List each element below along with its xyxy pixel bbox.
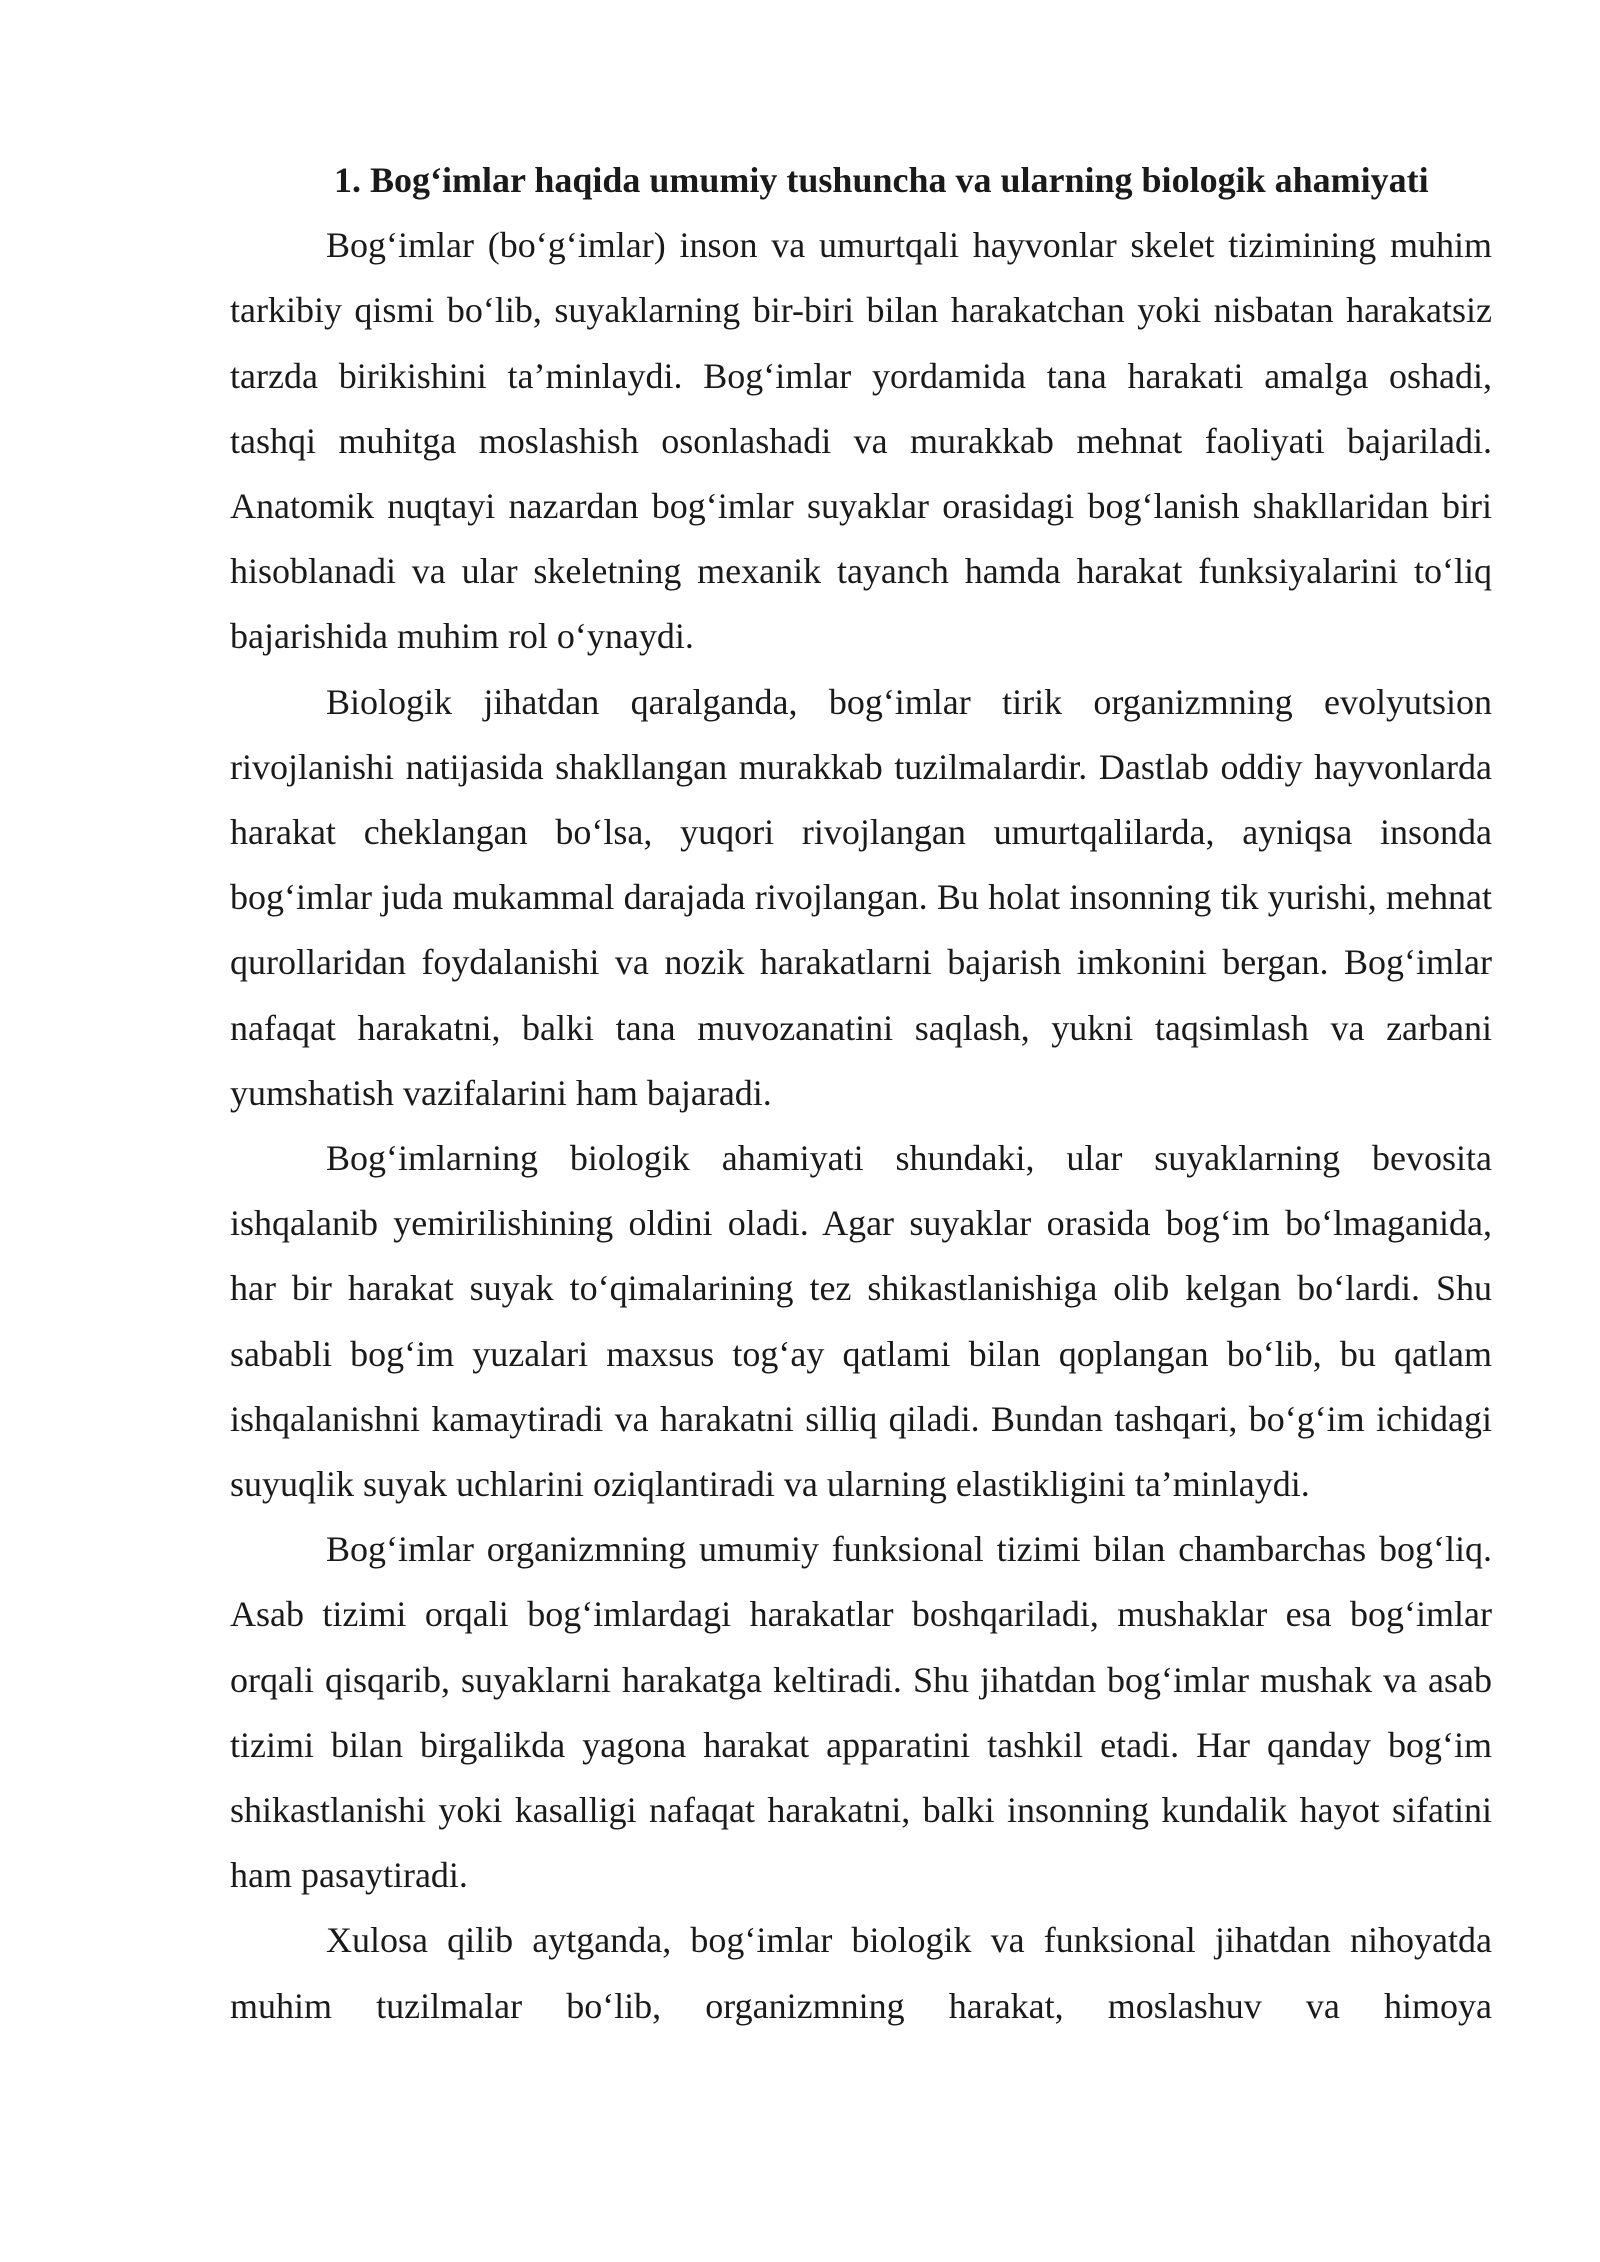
- document-body: [230, 148, 1492, 2039]
- paragraph-3: Bog‘imlarning biologik ahamiyati shundaki, ular suyaklarning bevosita ishqalanib yemirilishining oldini oladi. Agar suyaklar orasida bog‘im bo‘lmaganida, har bir harakat suyak to‘qimalarining tez shikastlanishiga olib kelgan bo‘lardi. Shu sababli bog‘im yuzalari maxsus tog‘ay qatlami bilan qoplangan bo‘lib, bu qatlam ishqalanishni kamaytiradi va harakatni silliq qiladi. Bundan tashqari, bo‘g‘im ichidagi suyuqlik suyak uchlarini oziqlantiradi va ularning elastikligini ta’minlaydi.: [230, 1138, 1492, 1505]
- paragraph-5: Xulosa qilib aytganda, bog‘imlar biologik va funksional jihatdan nihoyatda muhim tuzilmalar bo‘lib, organizmning harakat, moslashuv va himoya: [230, 1920, 1492, 2026]
- paragraph-4: Bog‘imlar organizmning umumiy funksional tizimi bilan chambarchas bog‘liq. Asab tizimi orqali bog‘imlardagi harakatlar boshqariladi, mushaklar esa bog‘imlar orqali qisqarib, suyaklarni harakatga keltiradi. Shu jihatdan bog‘imlar mushak va asab tizimi bilan birgalikda yagona harakat apparatini tashkil etadi. Har qanday bog‘im shikastlanishi yoki kasalligi nafaqat harakatni, balki insonning kundalik hayot sifatini ham pasaytiradi.: [230, 1529, 1492, 1896]
- section-heading: 1. Bog‘imlar haqida umumiy tushuncha va ularning biologik ahamiyati: [334, 160, 1429, 200]
- paragraph-1: Bog‘imlar (bo‘g‘imlar) inson va umurtqali hayvonlar skelet tizimining muhim tarkibiy qismi bo‘lib, suyaklarning bir-biri bilan harakatchan yoki nisbatan harakatsiz tarzda birikishini ta’minlaydi. Bog‘imlar yordamida tana harakati amalga oshadi, tashqi muhitga moslashish osonlashadi va murakkab mehnat faoliyati bajariladi. Anatomik nuqtayi nazardan bog‘imlar suyaklar orasidagi bog‘lanish shakllaridan biri hisoblanadi va ular skeletning mexanik tayanch hamda harakat funksiyalarini to‘liq bajarishida muhim rol o‘ynaydi.: [230, 225, 1492, 657]
- paragraph-2: Biologik jihatdan qaralganda, bog‘imlar tirik organizmning evolyutsion rivojlanishi natijasida shakllangan murakkab tuzilmalardir. Dastlab oddiy hayvonlarda harakat cheklangan bo‘lsa, yuqori rivojlangan umurtqalilarda, ayniqsa insonda bog‘imlar juda mukammal darajada rivojlangan. Bu holat insonning tik yurishi, mehnat qurollaridan foydalanishi va nozik harakatlarni bajarish imkonini bergan. Bog‘imlar nafaqat harakatni, balki tana muvozanatini saqlash, yukni taqsimlash va zarbani yumshatish vazifalarini ham bajaradi.: [230, 681, 1492, 1113]
